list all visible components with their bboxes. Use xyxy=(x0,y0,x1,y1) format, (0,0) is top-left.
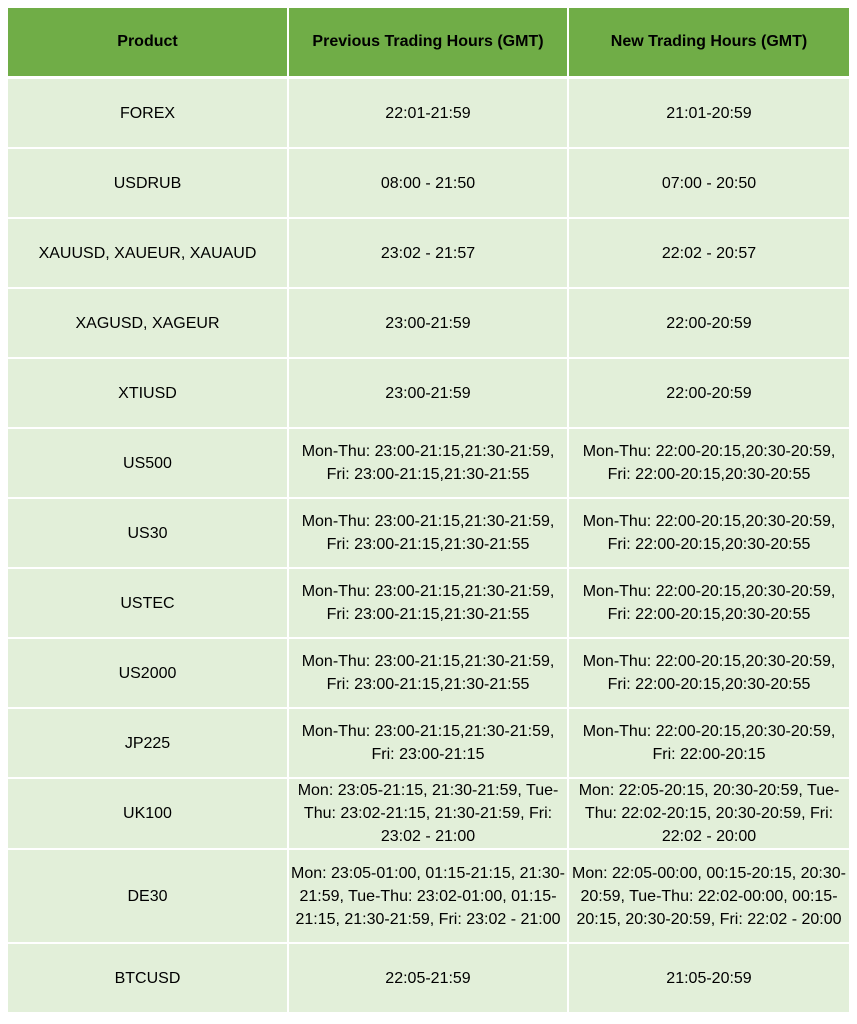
table-row xyxy=(8,78,849,149)
header-previous-hours: Previous Trading Hours (GMT) xyxy=(288,8,568,78)
header-new-hours: New Trading Hours (GMT) xyxy=(568,8,849,78)
table-row xyxy=(8,778,849,849)
new-hours-cell: Mon-Thu: 22:00-20:15,20:30-20:59, Fri: 22:00-20:15,20:30-20:55 xyxy=(568,638,849,708)
previous-hours-cell: 23:00-21:59 xyxy=(288,288,568,358)
new-hours-cell: 07:00 - 20:50 xyxy=(568,148,849,218)
product-cell: US500 xyxy=(8,428,288,498)
previous-hours-cell: Mon-Thu: 23:00-21:15,21:30-21:59, Fri: 23:00-21:15,21:30-21:55 xyxy=(288,638,568,708)
new-hours-cell: 22:02 - 20:57 xyxy=(568,218,849,288)
previous-hours-cell: 22:05-21:59 xyxy=(288,943,568,1013)
new-hours-cell: 21:05-20:59 xyxy=(568,943,849,1013)
new-hours-cell: Mon: 22:05-20:15, 20:30-20:59, Tue-Thu: 22:02-20:15, 20:30-20:59, Fri: 22:02 - 20:00 xyxy=(568,778,849,849)
new-hours-cell: Mon: 22:05-00:00, 00:15-20:15, 20:30-20:59, Tue-Thu: 22:02-00:00, 00:15-20:15, 20:30-20:59, Fri: 22:02 - 20:00 xyxy=(568,849,849,943)
trading-hours-table-container xyxy=(8,8,849,1014)
table-row xyxy=(8,148,849,218)
table-row xyxy=(8,849,849,943)
new-hours-cell: Mon-Thu: 22:00-20:15,20:30-20:59, Fri: 22:00-20:15 xyxy=(568,708,849,778)
table-row xyxy=(8,218,849,288)
product-cell: USDRUB xyxy=(8,148,288,218)
new-hours-cell: Mon-Thu: 22:00-20:15,20:30-20:59, Fri: 22:00-20:15,20:30-20:55 xyxy=(568,568,849,638)
trading-hours-table xyxy=(8,8,849,1014)
previous-hours-cell: Mon-Thu: 23:00-21:15,21:30-21:59, Fri: 23:00-21:15,21:30-21:55 xyxy=(288,568,568,638)
table-row xyxy=(8,708,849,778)
header-product: Product xyxy=(8,8,288,78)
previous-hours-cell: Mon: 23:05-21:15, 21:30-21:59, Tue-Thu: 23:02-21:15, 21:30-21:59, Fri: 23:02 - 21:00 xyxy=(288,778,568,849)
new-hours-cell: 21:01-20:59 xyxy=(568,78,849,149)
new-hours-cell: Mon-Thu: 22:00-20:15,20:30-20:59, Fri: 22:00-20:15,20:30-20:55 xyxy=(568,428,849,498)
table-row xyxy=(8,428,849,498)
table-row xyxy=(8,568,849,638)
product-cell: USTEC xyxy=(8,568,288,638)
previous-hours-cell: Mon: 23:05-01:00, 01:15-21:15, 21:30-21:59, Tue-Thu: 23:02-01:00, 01:15-21:15, 21:30-21:59, Fri: 23:02 - 21:00 xyxy=(288,849,568,943)
product-cell: BTCUSD xyxy=(8,943,288,1013)
table-row xyxy=(8,638,849,708)
previous-hours-cell: 08:00 - 21:50 xyxy=(288,148,568,218)
table-row xyxy=(8,943,849,1013)
header-row xyxy=(8,8,849,78)
product-cell: US2000 xyxy=(8,638,288,708)
product-cell: XTIUSD xyxy=(8,358,288,428)
product-cell: FOREX xyxy=(8,78,288,149)
previous-hours-cell: Mon-Thu: 23:00-21:15,21:30-21:59, Fri: 23:00-21:15,21:30-21:55 xyxy=(288,498,568,568)
product-cell: JP225 xyxy=(8,708,288,778)
previous-hours-cell: 22:01-21:59 xyxy=(288,78,568,149)
product-cell: US30 xyxy=(8,498,288,568)
table-row xyxy=(8,498,849,568)
new-hours-cell: Mon-Thu: 22:00-20:15,20:30-20:59, Fri: 22:00-20:15,20:30-20:55 xyxy=(568,498,849,568)
previous-hours-cell: Mon-Thu: 23:00-21:15,21:30-21:59, Fri: 23:00-21:15,21:30-21:55 xyxy=(288,428,568,498)
product-cell: DE30 xyxy=(8,849,288,943)
product-cell: UK100 xyxy=(8,778,288,849)
previous-hours-cell: 23:00-21:59 xyxy=(288,358,568,428)
table-row xyxy=(8,358,849,428)
table-row xyxy=(8,288,849,358)
product-cell: XAGUSD, XAGEUR xyxy=(8,288,288,358)
new-hours-cell: 22:00-20:59 xyxy=(568,358,849,428)
previous-hours-cell: 23:02 - 21:57 xyxy=(288,218,568,288)
product-cell: XAUUSD, XAUEUR, XAUAUD xyxy=(8,218,288,288)
new-hours-cell: 22:00-20:59 xyxy=(568,288,849,358)
previous-hours-cell: Mon-Thu: 23:00-21:15,21:30-21:59, Fri: 23:00-21:15 xyxy=(288,708,568,778)
